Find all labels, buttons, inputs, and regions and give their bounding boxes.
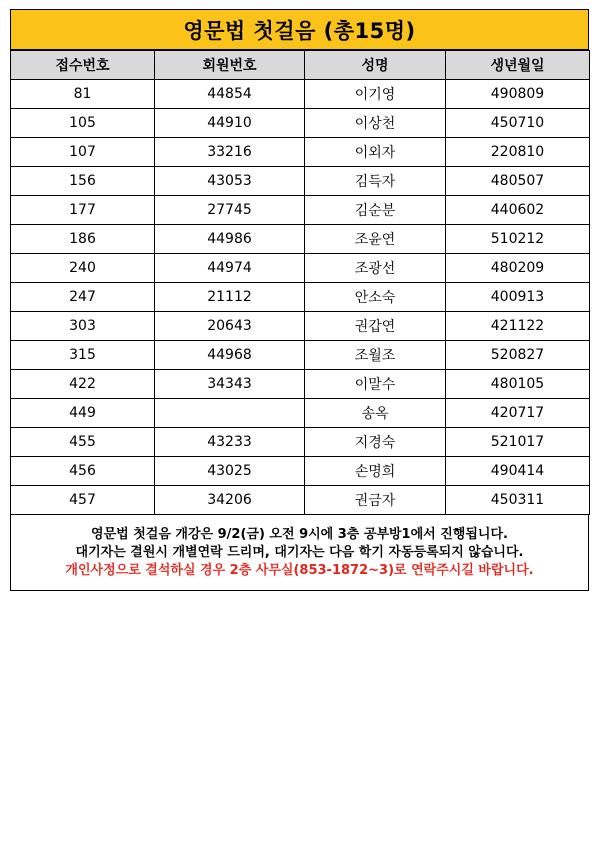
cell-name: 손명희 (305, 457, 446, 486)
cell-birthdate: 520827 (446, 341, 590, 370)
enrollment-sheet (10, 9, 589, 591)
cell-member-number (155, 399, 305, 428)
cell-receipt-number: 247 (11, 283, 155, 312)
cell-member-number: 34206 (155, 486, 305, 515)
cell-name: 송옥 (305, 399, 446, 428)
header-birthdate: 생년월일 (446, 51, 590, 80)
cell-member-number: 34343 (155, 370, 305, 399)
notice-box (10, 515, 589, 591)
cell-receipt-number: 177 (11, 196, 155, 225)
table-row (11, 167, 590, 196)
cell-birthdate: 480209 (446, 254, 590, 283)
table-row (11, 312, 590, 341)
notice-line-schedule: 영문법 첫걸음 개강은 9/2(금) 오전 9시에 3층 공부방1에서 진행됩니다. (91, 526, 508, 542)
cell-receipt-number: 186 (11, 225, 155, 254)
cell-name: 이상천 (305, 109, 446, 138)
enrollment-table (10, 50, 590, 515)
table-row (11, 225, 590, 254)
cell-receipt-number: 455 (11, 428, 155, 457)
cell-birthdate: 480507 (446, 167, 590, 196)
table-row (11, 457, 590, 486)
cell-birthdate: 400913 (446, 283, 590, 312)
cell-birthdate: 421122 (446, 312, 590, 341)
table-row (11, 80, 590, 109)
cell-receipt-number: 156 (11, 167, 155, 196)
cell-member-number: 27745 (155, 196, 305, 225)
cell-birthdate: 420717 (446, 399, 590, 428)
notice-line-absence: 개인사정으로 결석하실 경우 2층 사무실(853-1872~3)로 연락주시길 바랍니다. (65, 562, 534, 578)
header-receipt-number: 접수번호 (11, 51, 155, 80)
cell-member-number: 44854 (155, 80, 305, 109)
cell-receipt-number: 449 (11, 399, 155, 428)
cell-receipt-number: 456 (11, 457, 155, 486)
table-row (11, 196, 590, 225)
cell-receipt-number: 105 (11, 109, 155, 138)
table-header-row (11, 51, 590, 80)
cell-birthdate: 480105 (446, 370, 590, 399)
table-row (11, 399, 590, 428)
notice-line-waitlist: 대기자는 결원시 개별연락 드리며, 대기자는 다음 학기 자동등록되지 않습니다. (75, 544, 524, 560)
page-title: 영문법 첫걸음 (총15명) (10, 9, 589, 50)
cell-birthdate: 450311 (446, 486, 590, 515)
cell-member-number: 43053 (155, 167, 305, 196)
table-row (11, 428, 590, 457)
cell-member-number: 43233 (155, 428, 305, 457)
cell-name: 안소숙 (305, 283, 446, 312)
table-row (11, 486, 590, 515)
table-row (11, 283, 590, 312)
table-row (11, 109, 590, 138)
cell-birthdate: 490414 (446, 457, 590, 486)
cell-name: 조윤연 (305, 225, 446, 254)
cell-name: 이외자 (305, 138, 446, 167)
table-body (11, 80, 590, 515)
cell-receipt-number: 315 (11, 341, 155, 370)
cell-receipt-number: 303 (11, 312, 155, 341)
cell-name: 지경숙 (305, 428, 446, 457)
cell-member-number: 21112 (155, 283, 305, 312)
table-row (11, 138, 590, 167)
table-row (11, 341, 590, 370)
cell-birthdate: 440602 (446, 196, 590, 225)
cell-birthdate: 521017 (446, 428, 590, 457)
cell-name: 김득자 (305, 167, 446, 196)
cell-member-number: 33216 (155, 138, 305, 167)
cell-name: 김순분 (305, 196, 446, 225)
cell-receipt-number: 81 (11, 80, 155, 109)
header-member-number: 회원번호 (155, 51, 305, 80)
cell-birthdate: 450710 (446, 109, 590, 138)
cell-name: 이말수 (305, 370, 446, 399)
cell-name: 조광선 (305, 254, 446, 283)
cell-member-number: 44974 (155, 254, 305, 283)
cell-member-number: 43025 (155, 457, 305, 486)
cell-name: 권갑연 (305, 312, 446, 341)
cell-member-number: 44986 (155, 225, 305, 254)
table-row (11, 370, 590, 399)
cell-receipt-number: 457 (11, 486, 155, 515)
cell-receipt-number: 240 (11, 254, 155, 283)
cell-birthdate: 490809 (446, 80, 590, 109)
cell-receipt-number: 422 (11, 370, 155, 399)
cell-member-number: 44968 (155, 341, 305, 370)
cell-name: 이기영 (305, 80, 446, 109)
cell-receipt-number: 107 (11, 138, 155, 167)
cell-birthdate: 220810 (446, 138, 590, 167)
cell-name: 권금자 (305, 486, 446, 515)
cell-member-number: 20643 (155, 312, 305, 341)
cell-name: 조월조 (305, 341, 446, 370)
header-name: 성명 (305, 51, 446, 80)
table-row (11, 254, 590, 283)
cell-member-number: 44910 (155, 109, 305, 138)
cell-birthdate: 510212 (446, 225, 590, 254)
